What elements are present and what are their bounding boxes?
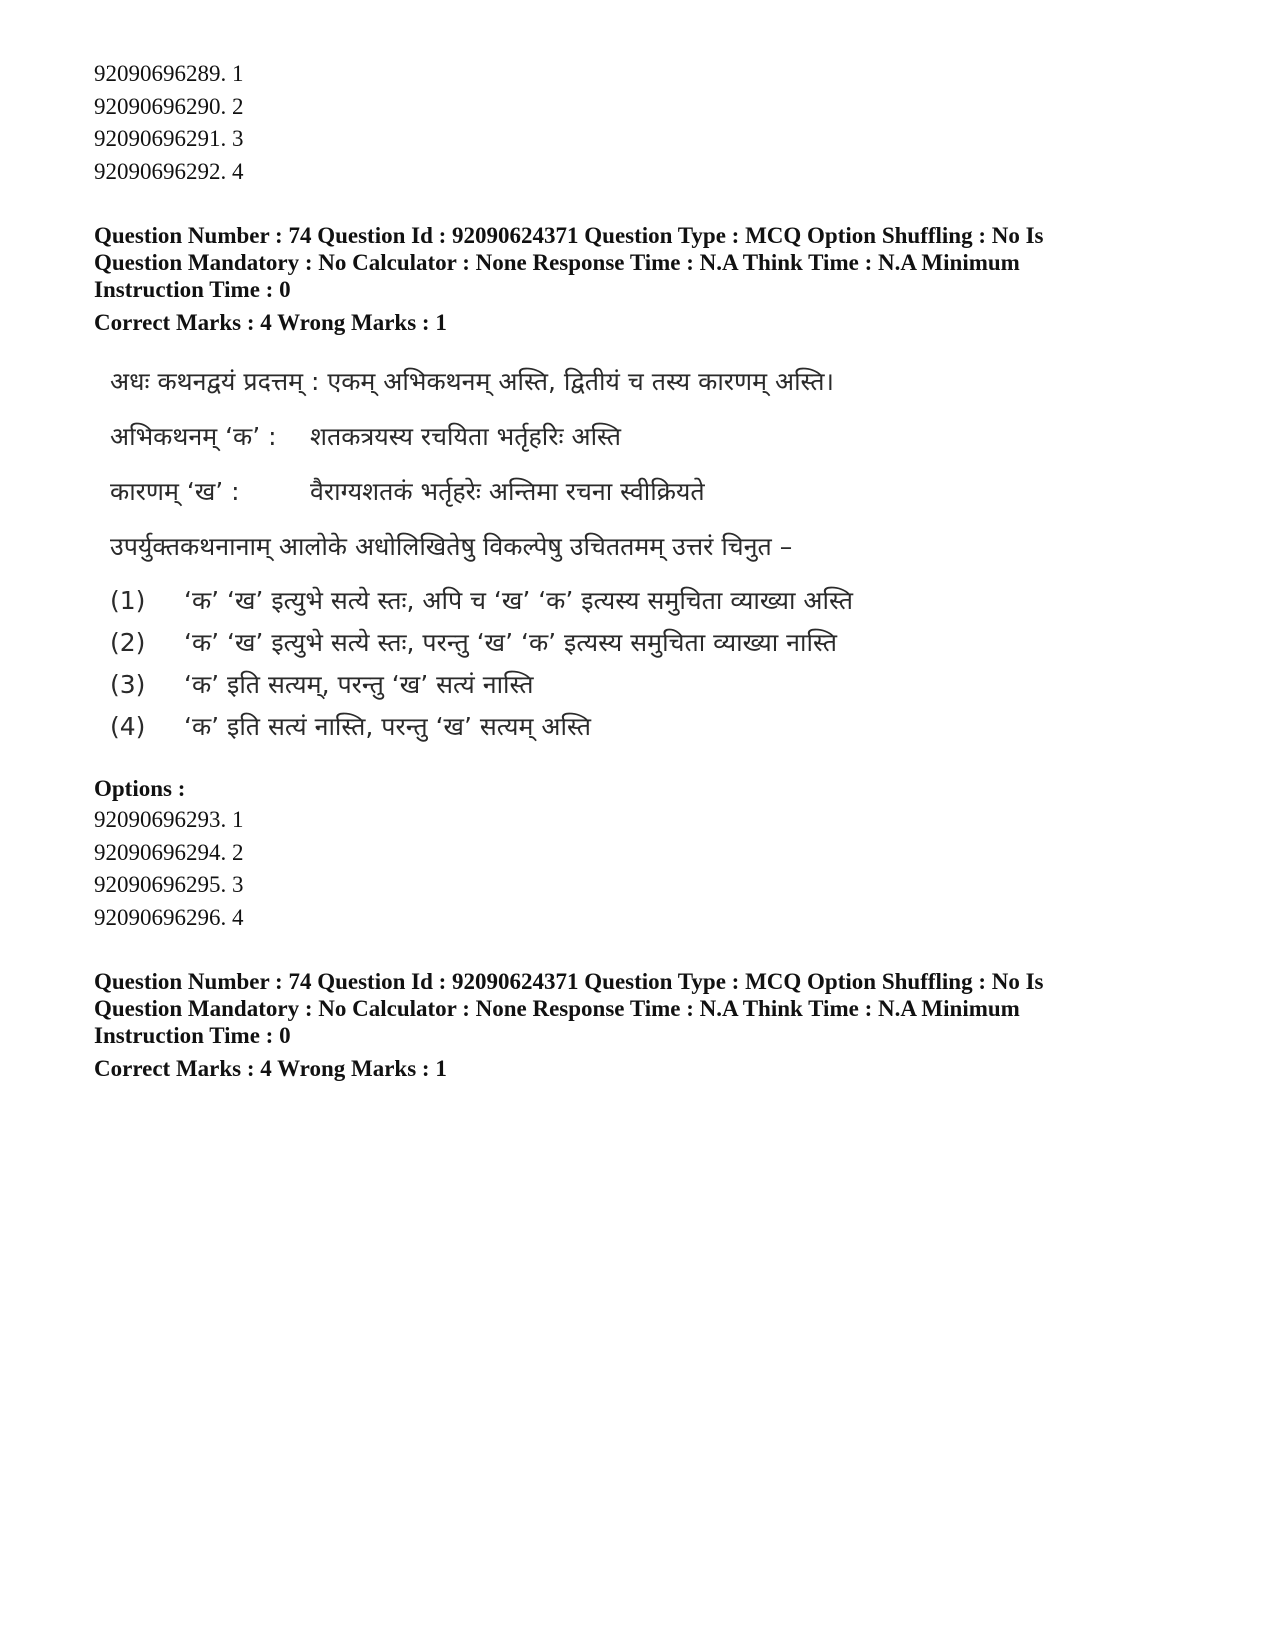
question-block bbox=[94, 222, 1194, 934]
choice-item bbox=[110, 706, 1194, 748]
options-heading: Options : bbox=[94, 776, 186, 801]
question-intro: अधः कथनद्वयं प्रदत्तम् : एकम् अभिकथनम् अस्ति, द्वितीयं च तस्य कारणम् अस्ति। bbox=[110, 367, 835, 396]
option-line: 92090696291. 3 bbox=[94, 126, 244, 151]
choice-number: (4) bbox=[110, 712, 146, 741]
question-meta bbox=[94, 968, 1094, 1049]
meta-line: Question Number : 74 Question Id : 92090624371 Question Type : MCQ Option Shuffling : No Is bbox=[94, 969, 1044, 994]
question-body bbox=[110, 354, 1194, 748]
assertion-text: शतकत्रयस्य रचयिता भर्तृहरिः अस्ति bbox=[310, 422, 622, 451]
meta-line: Question Mandatory : No Calculator : None Response Time : N.A Think Time : N.A Minimum bbox=[94, 250, 1020, 275]
meta-line: Instruction Time : 0 bbox=[94, 1023, 291, 1048]
question-instruction: उपर्युक्तकथनानाम् आलोके अधोलिखितेषु विकल्पेषु उचिततमम् उत्तरं चिनुत – bbox=[110, 532, 793, 561]
next-question-block bbox=[94, 968, 1194, 1082]
choice-item bbox=[110, 664, 1194, 706]
choice-number: (2) bbox=[110, 628, 146, 657]
choice-number: (1) bbox=[110, 586, 146, 615]
meta-line: Question Mandatory : No Calculator : None Response Time : N.A Think Time : N.A Minimum bbox=[94, 996, 1020, 1021]
previous-options-list bbox=[94, 58, 1194, 188]
option-line: 92090696292. 4 bbox=[94, 158, 244, 184]
assertion-row bbox=[110, 409, 1194, 464]
choice-list bbox=[110, 580, 1194, 748]
choice-text: ‘क’ ‘ख’ इत्युभे सत्ये स्तः, अपि च ‘ख’ ‘क’ इत्यस्य समुचिता व्याख्या अस्ति bbox=[184, 586, 853, 615]
reason-label: कारणम् ‘ख’ : bbox=[110, 477, 240, 506]
option-line: 92090696294. 2 bbox=[94, 839, 244, 865]
question-meta bbox=[94, 222, 1094, 303]
assertion-label: अभिकथनम् ‘क’ : bbox=[110, 422, 277, 451]
choice-text: ‘क’ ‘ख’ इत्युभे सत्ये स्तः, परन्तु ‘ख’ ‘क’ इत्यस्य समुचिता व्याख्या नास्ति bbox=[184, 628, 837, 657]
choice-number: (3) bbox=[110, 670, 146, 699]
option-line: 92090696289. 1 bbox=[94, 61, 244, 86]
choice-item bbox=[110, 622, 1194, 664]
reason-row bbox=[110, 464, 1194, 519]
document-page bbox=[94, 58, 1194, 1082]
reason-text: वैराग्यशतकं भर्तृहरेः अन्तिमा रचना स्वीक्रियते bbox=[310, 477, 705, 506]
option-line: 92090696296. 4 bbox=[94, 904, 244, 930]
options-list bbox=[94, 804, 1194, 934]
meta-line: Question Number : 74 Question Id : 92090624371 Question Type : MCQ Option Shuffling : No Is bbox=[94, 223, 1044, 248]
choice-text: ‘क’ इति सत्यं नास्ति, परन्तु ‘ख’ सत्यम् अस्ति bbox=[184, 712, 591, 741]
option-line: 92090696290. 2 bbox=[94, 93, 244, 119]
marks-line: Correct Marks : 4 Wrong Marks : 1 bbox=[94, 310, 447, 335]
marks-line: Correct Marks : 4 Wrong Marks : 1 bbox=[94, 1056, 447, 1081]
choice-item bbox=[110, 580, 1194, 622]
option-line: 92090696295. 3 bbox=[94, 872, 244, 897]
option-line: 92090696293. 1 bbox=[94, 807, 244, 832]
choice-text: ‘क’ इति सत्यम्, परन्तु ‘ख’ सत्यं नास्ति bbox=[184, 670, 534, 699]
meta-line: Instruction Time : 0 bbox=[94, 277, 291, 302]
